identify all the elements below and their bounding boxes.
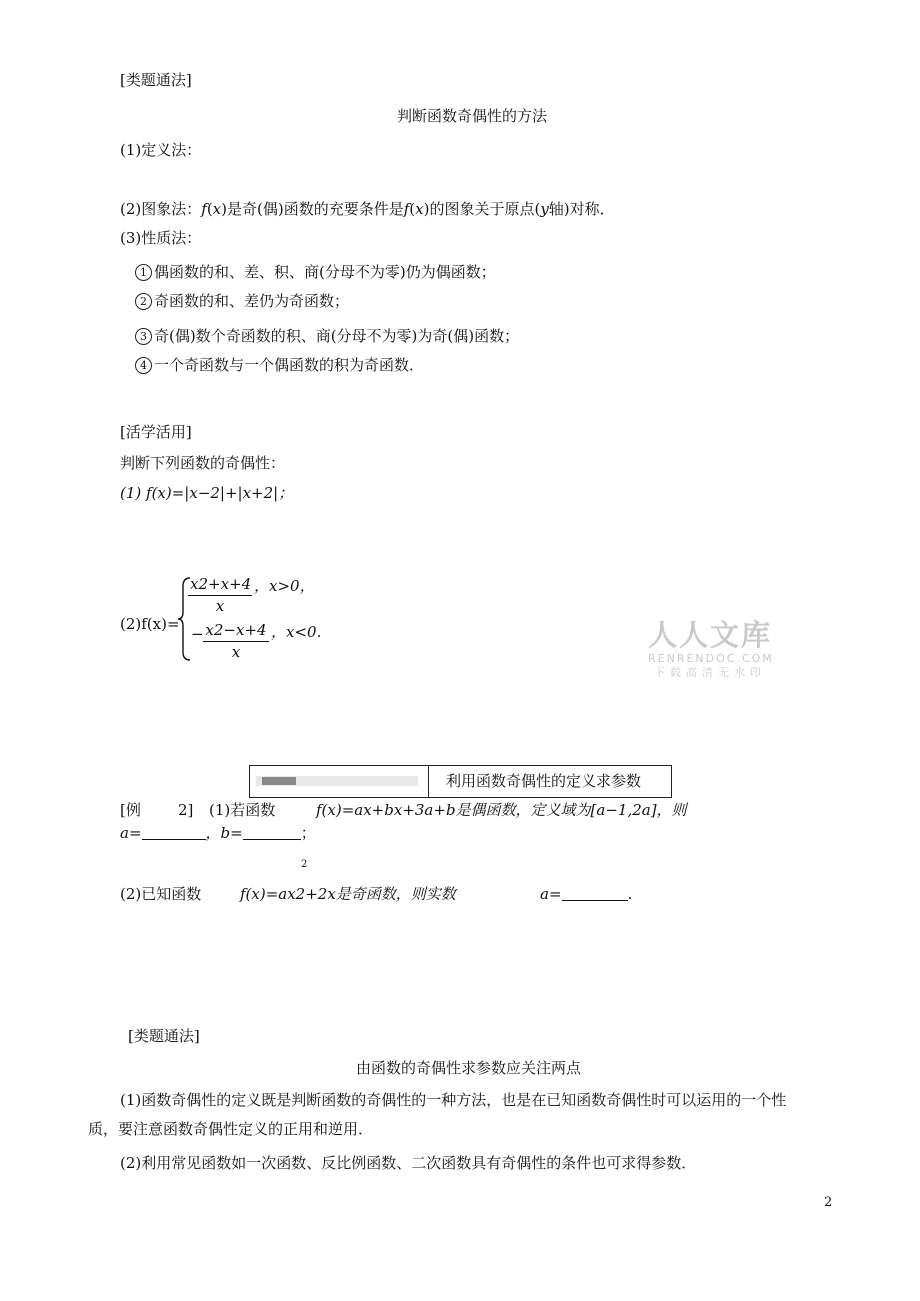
- b-equals: ，b=: [205, 824, 243, 842]
- answer-end: ；: [300, 824, 316, 842]
- example2-part2-prefix: (2)已知函数: [120, 885, 202, 903]
- property-item: [135, 291, 349, 311]
- graph-text1: )是奇(偶)函数的充要条件是: [221, 200, 404, 218]
- answer-blank-part2[interactable]: [562, 886, 628, 901]
- section1-heading: [类题通法]: [120, 71, 192, 89]
- example2-answer-line: [120, 823, 316, 843]
- page-number: 2: [824, 1195, 833, 1210]
- graph-text2: )的图象关于原点(: [423, 200, 541, 218]
- example2-part1-prefix: (1)若函数: [209, 801, 276, 819]
- circled-number: 2: [135, 293, 152, 310]
- case1-numerator: x2+x+4: [188, 575, 252, 596]
- part2-a-equals: a=: [540, 885, 562, 903]
- method-definition: (1)定义法：: [120, 141, 202, 159]
- practice-heading: [活学活用]: [120, 423, 192, 441]
- section2-paragraph1-line1: (1)函数奇偶性的定义既是判断函数的奇偶性的一种方法，也是在已知函数奇偶性时可以运用的一个性: [120, 1091, 787, 1109]
- case2-denominator: x: [231, 643, 241, 661]
- example2-tag: [例: [120, 801, 141, 819]
- method-property: (3)性质法：: [120, 229, 202, 247]
- topic-title-box: [249, 765, 672, 798]
- case1-denominator: x: [215, 597, 225, 615]
- watermark-name: 人人文库: [648, 618, 773, 652]
- example2-part2-answer: [540, 884, 632, 904]
- case2-minus: −: [191, 625, 204, 643]
- practice-intro: 判断下列函数的奇偶性：: [120, 454, 286, 472]
- section2-title: 由函数的奇偶性求参数应关注两点: [356, 1059, 582, 1077]
- example2-superscript: 2: [301, 859, 308, 870]
- case2-numerator: x2−x+4: [203, 621, 269, 642]
- topic-tag-icon: [256, 776, 418, 786]
- graph-f2: f: [403, 200, 410, 218]
- graph-prefix: (2)图象法：: [120, 200, 202, 218]
- property-text: 奇函数的和、差仍为奇函数；: [154, 292, 350, 310]
- watermark-logo: [648, 618, 772, 680]
- example2-part1-formula: f(x)=ax+bx+3a+b是偶函数，定义域为[a−1,2a]，则: [316, 801, 687, 819]
- graph-f1: f: [201, 200, 207, 218]
- graph-x2: x: [415, 200, 424, 218]
- graph-text3: 轴)对称．: [548, 200, 615, 218]
- example2-number: 2]: [178, 801, 194, 819]
- circled-number: 1: [135, 264, 152, 281]
- practice-question-1: (1) f(x)=|x−2|+|x+2|；: [120, 484, 294, 502]
- method-graph: [120, 199, 615, 219]
- property-text: 奇(偶)数个奇函数的积、商(分母不为零)为奇(偶)函数；: [154, 327, 520, 345]
- section2-paragraph2: (2)利用常见函数如一次函数、反比例函数、二次函数具有奇偶性的条件也可求得参数．: [120, 1154, 697, 1172]
- property-item: [135, 326, 519, 346]
- answer-blank-b[interactable]: [243, 825, 301, 840]
- case1-fraction: [188, 575, 252, 616]
- graph-y: y: [540, 200, 549, 218]
- part2-end: .: [627, 885, 633, 903]
- practice-question-2-label: (2)f(x)=: [120, 615, 180, 633]
- topic-divider: [428, 766, 429, 797]
- answer-blank-a[interactable]: [142, 825, 206, 840]
- case2-condition: ，x<0.: [271, 623, 322, 641]
- graph-x1: x: [212, 200, 222, 218]
- property-item: [135, 355, 424, 375]
- a-equals: a=: [120, 824, 142, 842]
- topic-label: 利用函数奇偶性的定义求参数: [446, 772, 642, 790]
- property-text: 偶函数的和、差、积、商(分母不为零)仍为偶函数；: [154, 263, 496, 281]
- watermark-url: RENRENDOC.COM: [648, 652, 774, 665]
- property-item: [135, 262, 496, 282]
- graph-paren2: (: [409, 200, 416, 218]
- graph-paren1: (: [206, 200, 213, 218]
- circled-number: 4: [135, 357, 152, 374]
- section2-heading: [类题通法]: [128, 1027, 200, 1045]
- example2-part2-formula: f(x)=ax2+2x是奇函数，则实数: [240, 885, 456, 903]
- case2-fraction: [203, 621, 269, 662]
- case1-condition: ，x>0，: [254, 577, 315, 595]
- section2-paragraph1-line2: 质，要注意函数奇偶性定义的正用和逆用．: [88, 1120, 374, 1138]
- watermark-subtitle: 下载高清无水印: [654, 666, 766, 679]
- circled-number: 3: [135, 328, 152, 345]
- section1-title: 判断函数奇偶性的方法: [397, 107, 548, 125]
- property-text: 一个奇函数与一个偶函数的积为奇函数．: [154, 356, 425, 374]
